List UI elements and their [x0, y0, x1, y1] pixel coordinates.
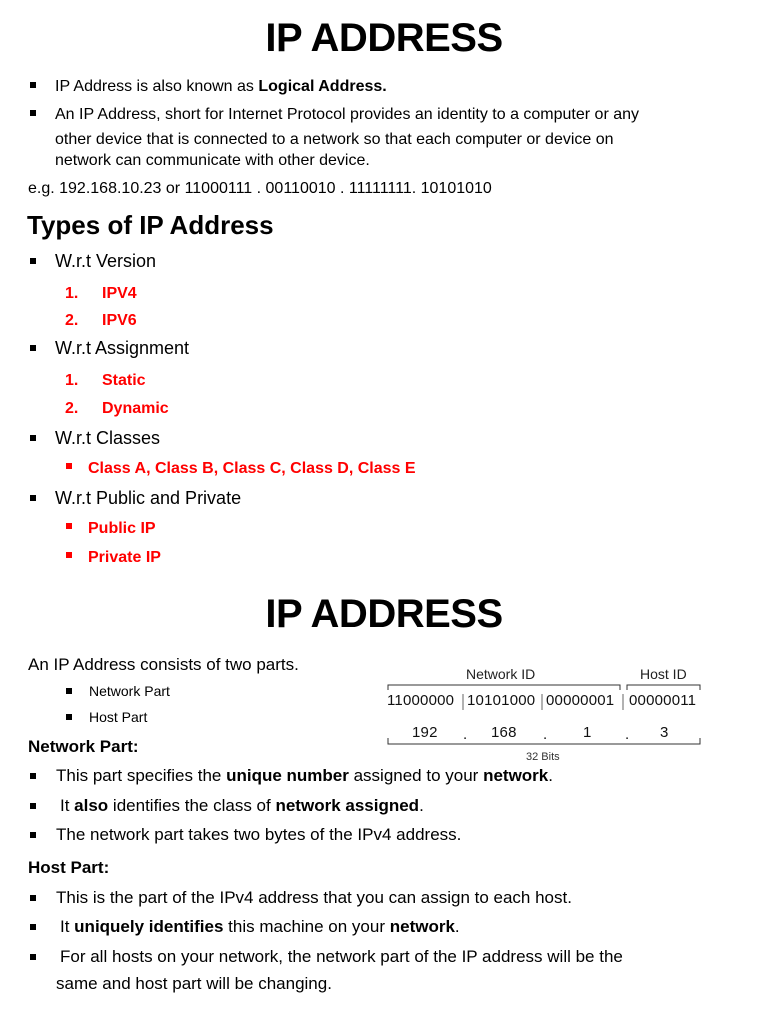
host-part-heading: Host Part: [28, 858, 110, 877]
network-part-item: Network Part [89, 683, 170, 699]
bullet-icon [30, 832, 36, 838]
static-item: Static [102, 372, 146, 389]
bullet-icon [66, 523, 72, 529]
also-term: also [74, 796, 109, 815]
bullet-icon [30, 895, 36, 901]
bullet-icon [66, 714, 72, 720]
host-part-bullet-3-line-2: same and host part will be changing. [56, 974, 332, 993]
octet-binary-2: 10101000 [467, 692, 536, 709]
ipv6-item: IPV6 [102, 312, 137, 329]
text-segment: It [60, 796, 75, 815]
network-part-bullet-3: The network part takes two bytes of the IPv4 address. [56, 825, 462, 844]
bullet-icon [30, 803, 36, 809]
intro-bullet-2-line-1: An IP Address, short for Internet Protocol provides an identity to a computer or any [55, 106, 640, 123]
host-part-item: Host Part [89, 709, 148, 725]
logical-address-term: Logical Address. [258, 78, 387, 95]
version-num-2: 2. [65, 312, 79, 329]
bullet-icon [66, 463, 72, 469]
bullet-icon [30, 924, 36, 930]
bullet-icon [30, 82, 36, 88]
network-assigned-term: network assigned [275, 796, 420, 815]
bullet-icon [30, 345, 36, 351]
bullet-icon [30, 110, 36, 116]
octet-decimal-1: 192 [412, 724, 438, 741]
assignment-num-2: 2. [65, 400, 79, 417]
types-heading: Types of IP Address [27, 210, 274, 240]
ip-example: e.g. 192.168.10.23 or 11000111 . 00110010 . 11111111. 10101010 [28, 180, 492, 197]
octet-decimal-2: 168 [491, 724, 517, 741]
network-part-bullet-2 [60, 796, 424, 816]
public-ip-item: Public IP [88, 520, 156, 537]
uniquely-identifies-term: uniquely identifies [74, 917, 224, 936]
public-private-label: W.r.t Public and Private [55, 488, 242, 508]
dynamic-item: Dynamic [102, 400, 169, 417]
octet-binary-3: 00000001 [546, 692, 615, 709]
bullet-icon [66, 552, 72, 558]
bullet-icon [30, 773, 36, 779]
classes-item: Class A, Class B, Class C, Class D, Class E [88, 460, 416, 477]
bullet-icon [66, 688, 72, 694]
version-num-1: 1. [65, 285, 79, 302]
host-id-label: Host ID [640, 666, 687, 682]
parts-intro: An IP Address consists of two parts. [28, 655, 299, 674]
network-part-heading: Network Part: [28, 737, 139, 756]
octet-binary-4: 00000011 [629, 692, 697, 709]
bullet-icon [30, 258, 36, 264]
section-title: IP ADDRESS [265, 592, 503, 636]
bullet-icon [30, 954, 36, 960]
text-segment: . [419, 796, 424, 815]
network-part-bullet-1 [56, 766, 553, 786]
assignment-num-1: 1. [65, 372, 79, 389]
octet-dot-1: . [463, 726, 468, 743]
classes-label: W.r.t Classes [55, 428, 161, 448]
octet-dot-2: . [543, 726, 548, 743]
version-label: W.r.t Version [55, 251, 157, 271]
text-segment: assigned to your [348, 766, 484, 785]
intro-bullet-2-line-3: network can communicate with other device. [55, 152, 370, 169]
octet-decimal-4: 3 [660, 724, 669, 741]
bullet-icon [30, 435, 36, 441]
private-ip-item: Private IP [88, 549, 161, 566]
intro-bullet-1-text: IP Address is also known as [55, 78, 259, 95]
text-segment: This part specifies the [56, 766, 227, 785]
unique-number-term: unique number [226, 766, 349, 785]
octet-decimal-3: 1 [583, 724, 592, 741]
network-term: network [483, 766, 549, 785]
octet-dot-3: . [625, 726, 630, 743]
assignment-label: W.r.t Assignment [55, 338, 190, 358]
bullet-icon [30, 495, 36, 501]
page-title: IP ADDRESS [265, 16, 503, 60]
intro-bullet-2-line-2: other device that is connected to a network so that each computer or device on [55, 131, 614, 148]
ipv4-item: IPV4 [102, 285, 137, 302]
intro-bullet-1 [55, 76, 387, 97]
text-segment: this machine on your [223, 917, 390, 936]
text-segment: It [60, 917, 75, 936]
host-part-bullet-2 [60, 917, 460, 937]
network-term: network [389, 917, 455, 936]
host-part-bullet-3-line-1: For all hosts on your network, the network part of the IP address will be the [60, 947, 623, 966]
octet-binary-1: 11000000 [387, 692, 455, 709]
text-segment: identifies the class of [108, 796, 276, 815]
network-id-label: Network ID [466, 666, 536, 682]
bits-label: 32 Bits [526, 751, 560, 763]
host-part-bullet-1: This is the part of the IPv4 address that you can assign to each host. [56, 888, 572, 907]
text-segment: . [454, 917, 460, 936]
text-segment: . [548, 766, 553, 785]
